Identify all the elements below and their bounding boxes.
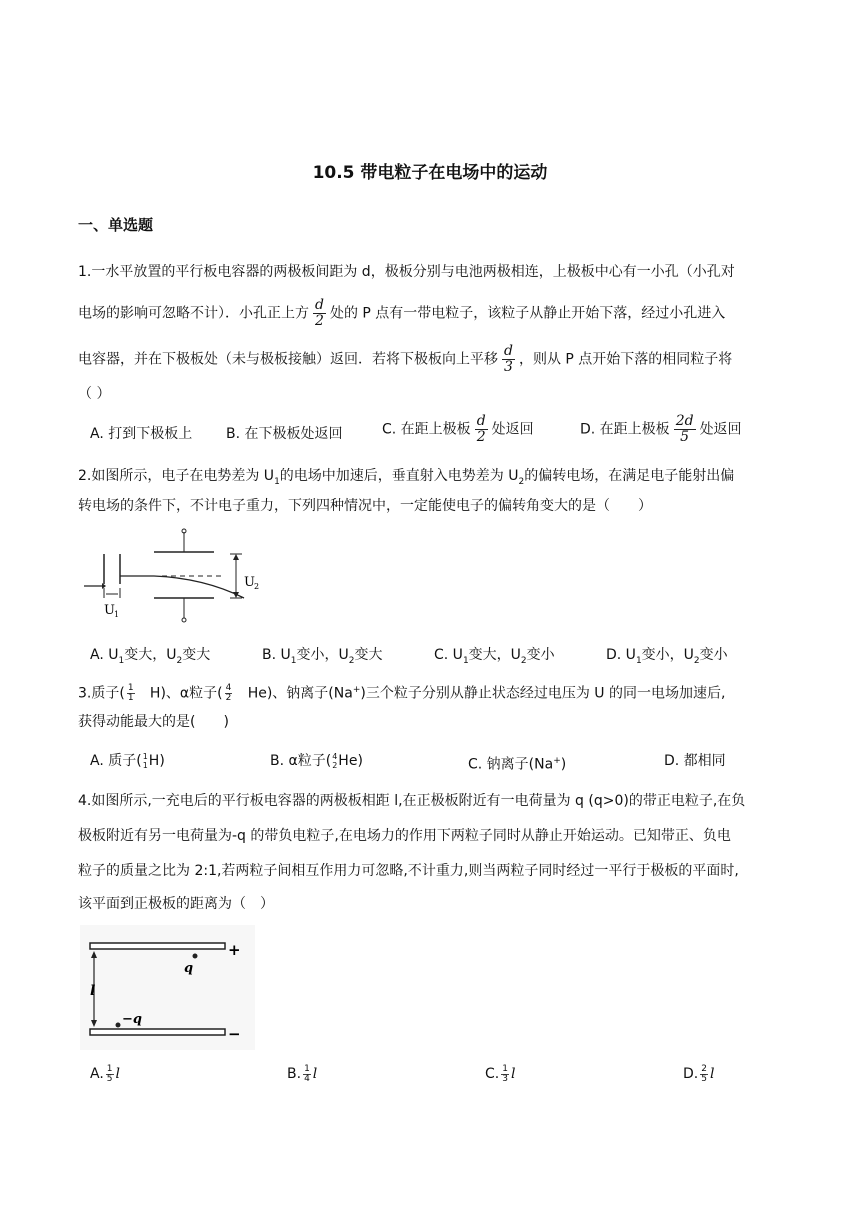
q3-proton-isotope: $\frac{1}{1}$ <box>127 683 134 704</box>
u2-label: U <box>244 575 255 590</box>
section-heading: 一、单选题 <box>78 216 154 234</box>
q1-line-2 <box>78 298 725 329</box>
q1-option-d-fraction: $\frac{2d}{5}$ <box>675 413 694 445</box>
option-text: D. 在距上极板 <box>580 421 670 438</box>
q4-option-b[interactable]: B. $\frac{1}{4}$ l <box>287 1063 318 1084</box>
u2-subscript: 2 <box>254 582 260 591</box>
plus-sign: + <box>228 941 241 959</box>
q3-option-b[interactable]: B. α粒子( 4 2 He) <box>270 752 363 770</box>
q4-option-d[interactable]: D. $\frac{2}{5}$ l <box>683 1063 715 1084</box>
q2-option-b[interactable]: B. $U_1$变小，$U_2$变大 <box>262 647 383 666</box>
option-text: C. 在距上极板 <box>382 421 471 438</box>
q4-option-a[interactable]: A. $\frac{1}{5}$ l <box>90 1063 120 1084</box>
q2-option-a[interactable]: A. $U_1$变大，$U_2$变大 <box>90 647 211 666</box>
q3-option-c[interactable]: C. 钠离子(Na+) <box>468 756 567 773</box>
q1-option-b[interactable]: B. 在下极板处返回 <box>226 426 343 442</box>
q3-line-2: 获得动能最大的是( ) <box>78 714 229 730</box>
q1-line-1: 1.一水平放置的平行板电容器的两极板间距为 d，极板分别与电池两极相连，上极板中心有一小孔（小孔对 <box>78 264 735 280</box>
q1-fraction-d-over-3: $\frac{d}{3}$ <box>504 343 513 375</box>
minus-sign: − <box>228 1025 241 1043</box>
q1-text: 处的 P 点有一带电粒子，该粒子从静止开始下落，经过小孔进入 <box>329 305 726 322</box>
option-text: 处返回 <box>699 421 742 438</box>
q3-option-d[interactable]: D. 都相同 <box>664 753 726 769</box>
q1-option-d[interactable] <box>580 414 742 445</box>
q1-text: ，则从 P 点开始下落的相同粒子将 <box>518 351 733 368</box>
q2-deflection-diagram <box>84 526 274 626</box>
q1-option-a[interactable]: A. 打到下极板上 <box>90 426 193 442</box>
q3-line-1: 3.质子( $\frac{1}{1}$ H)、α粒子( $\frac{4}{2}$ He)、钠离子(Na+)三个粒子分别从静止状态经过电压为 U 的同一电场加速后, <box>78 683 726 704</box>
q4-option-d-fraction: $\frac{2}{5}$ <box>701 1063 707 1084</box>
q1-option-c[interactable] <box>382 414 534 445</box>
q1-text: 电场的影响可忽略不计）．小孔正上方 <box>78 305 309 322</box>
distance-label: l <box>90 983 96 999</box>
q1-line-4: （ ） <box>78 386 111 402</box>
q2-option-c[interactable]: C. $U_1$变大，$U_2$变小 <box>434 647 555 666</box>
q4-line-2: 极板附近有另一电荷量为-q 的带负电粒子,在电场力的作用下两粒子同时从静止开始运动。已知带正、负电 <box>78 828 731 844</box>
q4-line-1: 4.如图所示,一充电后的平行板电容器的两极板相距 l,在正极板附近有一电荷量为 q (q>0)的带正电粒子,在负 <box>78 793 746 809</box>
q3-option-a[interactable]: A. 质子( 1 1 H) <box>90 752 165 770</box>
q2-line-2: 转电场的条件下，不计电子重力，下列四种情况中，一定能使电子的偏转角变大的是（ ） <box>78 498 652 514</box>
option-text: 处返回 <box>491 421 534 438</box>
q1-line-3 <box>78 344 732 375</box>
q3-option-b-isotope: 4 2 <box>332 752 338 770</box>
q4-option-a-fraction: $\frac{1}{5}$ <box>106 1063 113 1084</box>
q3-option-a-isotope: 1 1 <box>142 752 148 770</box>
q4-capacitor-diagram <box>80 925 255 1050</box>
u1-subscript: 1 <box>114 610 120 619</box>
q1-text: 电容器，并在下极板处（未与极板接触）返回．若将下极板向上平移 <box>78 351 498 368</box>
page-title: 10.5 带电粒子在电场中的运动 <box>312 163 548 183</box>
u1-label: U <box>104 603 115 618</box>
q3-alpha-isotope: $\frac{4}{2}$ <box>225 683 232 704</box>
q1-fraction-d-over-2: $\frac{d}{2}$ <box>315 297 324 329</box>
negative-charge-label: −q <box>122 1012 142 1027</box>
q4-option-b-fraction: $\frac{1}{4}$ <box>304 1063 310 1084</box>
q4-line-4: 该平面到正极板的距离为（ ） <box>78 896 274 912</box>
positive-charge-label: q <box>184 961 194 976</box>
q2-line-1: 2.如图所示，电子在电势差为 $U_1$的电场中加速后，垂直射入电势差为 $U_2$的偏转电场，在满足电子能射出偏 <box>78 468 735 487</box>
q4-option-c-fraction: $\frac{1}{3}$ <box>502 1063 508 1084</box>
q2-option-d[interactable]: D. $U_1$变小，$U_2$变小 <box>606 647 728 666</box>
q4-option-c[interactable]: C. $\frac{1}{3}$ l <box>485 1063 516 1084</box>
q4-line-3: 粒子的质量之比为 2:1,若两粒子间相互作用力可忽略,不计重力,则当两粒子同时经过一平行于极板的平面时, <box>78 863 739 879</box>
q1-option-c-fraction: $\frac{d}{2}$ <box>476 413 486 445</box>
